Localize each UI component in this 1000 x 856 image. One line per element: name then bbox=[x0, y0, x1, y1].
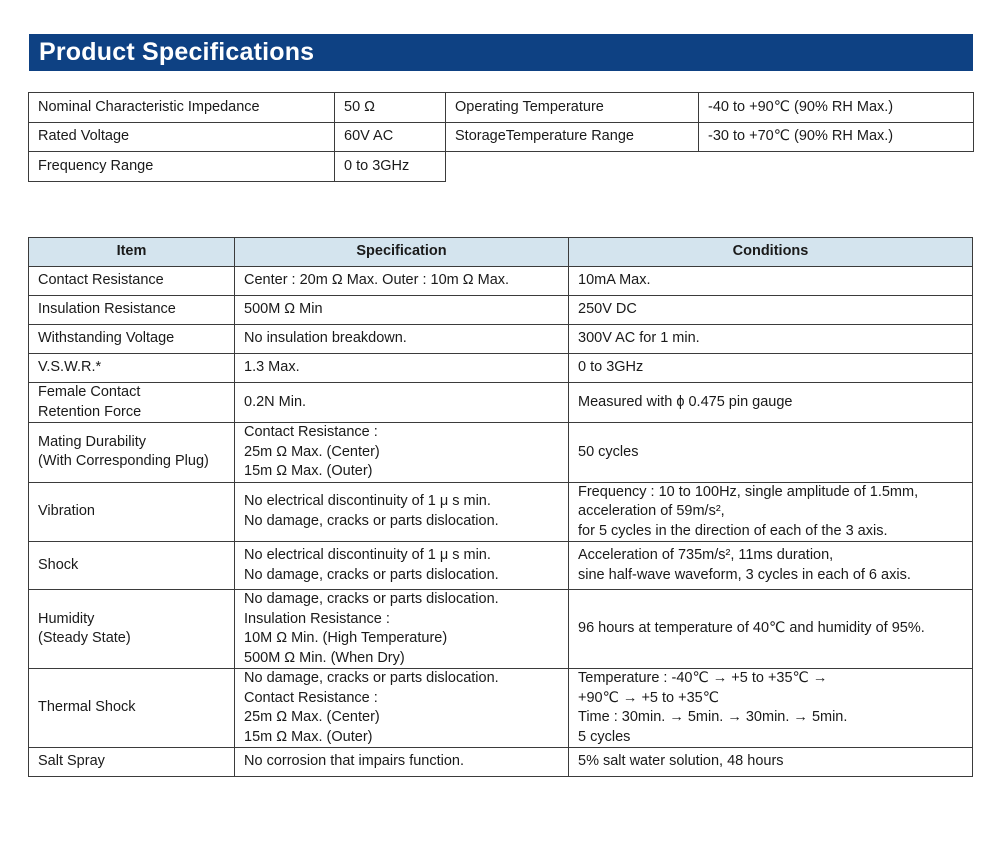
rating-label: Nominal Characteristic Impedance bbox=[29, 93, 335, 123]
conditions-cell bbox=[569, 590, 973, 669]
cell-text: 5 cycles bbox=[578, 728, 631, 745]
cell-text: 0 to 3GHz bbox=[578, 359, 644, 376]
cell-text: sine half-wave waveform, 3 cycles in each of 6 axis. bbox=[578, 566, 911, 583]
cell-text: 96 hours at temperature of 40℃ and humidity of 95%. bbox=[578, 620, 925, 637]
cell-text: 10M Ω Min. (High Temperature) bbox=[244, 630, 448, 646]
cell-text: Insulation Resistance : bbox=[244, 610, 390, 627]
rating-label: StorageTemperature Range bbox=[446, 122, 699, 152]
cell-text: Thermal Shock bbox=[38, 699, 136, 716]
conditions-cell bbox=[569, 354, 973, 383]
cell-text: V.S.W.R.* bbox=[38, 359, 102, 376]
item-cell bbox=[29, 383, 235, 423]
table-row bbox=[29, 93, 974, 123]
cell-text: 25m Ω Max. (Center) bbox=[244, 443, 380, 460]
cell-text: Contact Resistance : bbox=[244, 424, 378, 440]
specification-cell bbox=[235, 542, 569, 590]
table-row bbox=[29, 296, 973, 325]
item-cell bbox=[29, 267, 235, 296]
cell-text: 1.3 Max. bbox=[244, 359, 300, 376]
cell-text: 500M Ω Min. (When Dry) bbox=[244, 649, 405, 666]
item-cell bbox=[29, 590, 235, 669]
cell-text: (With Corresponding Plug) bbox=[38, 453, 209, 470]
table-row bbox=[29, 482, 973, 542]
cell-text: for 5 cycles in the direction of each of the 3 axis. bbox=[578, 522, 888, 539]
table-row bbox=[29, 325, 973, 354]
cell-text: Temperature : -40℃ → +5 to +35℃ → bbox=[578, 670, 828, 686]
cell-text: Contact Resistance : bbox=[244, 689, 378, 706]
rating-value: 0 to 3GHz bbox=[335, 152, 446, 182]
cell-text: No electrical discontinuity of 1 μ s min. bbox=[244, 493, 491, 510]
specification-cell bbox=[235, 590, 569, 669]
cell-text: No damage, cracks or parts dislocation. bbox=[244, 670, 499, 686]
rating-value: -30 to +70℃ (90% RH Max.) bbox=[699, 122, 974, 152]
item-cell bbox=[29, 748, 235, 777]
cell-text: 5% salt water solution, 48 hours bbox=[578, 753, 784, 770]
item-cell bbox=[29, 482, 235, 542]
cell-text: Shock bbox=[38, 556, 79, 573]
cell-text: No damage, cracks or parts dislocation. bbox=[244, 591, 499, 607]
conditions-cell bbox=[569, 423, 973, 483]
specification-cell bbox=[235, 482, 569, 542]
cell-text: No damage, cracks or parts dislocation. bbox=[244, 566, 499, 583]
cell-text: No electrical discontinuity of 1 μ s min. bbox=[244, 547, 491, 563]
item-cell bbox=[29, 354, 235, 383]
page-title: Product Specifications bbox=[39, 38, 315, 66]
cell-text: Acceleration of 735m/s², 11ms duration, bbox=[578, 547, 834, 563]
table-row bbox=[29, 267, 973, 296]
cell-text: 50 cycles bbox=[578, 443, 639, 460]
spec-table bbox=[28, 237, 973, 777]
rating-value: 60V AC bbox=[335, 122, 446, 152]
cell-text: No damage, cracks or parts dislocation. bbox=[244, 512, 499, 529]
cell-text: Contact Resistance bbox=[38, 272, 164, 289]
cell-text: 10mA Max. bbox=[578, 272, 651, 289]
conditions-cell bbox=[569, 542, 973, 590]
cell-text: +90℃ → +5 to +35℃ bbox=[578, 689, 719, 706]
specification-cell bbox=[235, 325, 569, 354]
cell-text: Time : 30min. → 5min. → 30min. → 5min. bbox=[578, 709, 848, 725]
table-row bbox=[29, 354, 973, 383]
column-header-conditions: Conditions bbox=[569, 238, 973, 267]
rating-value: -40 to +90℃ (90% RH Max.) bbox=[699, 93, 974, 123]
specification-cell bbox=[235, 354, 569, 383]
cell-text: No insulation breakdown. bbox=[244, 330, 407, 347]
table-header-row bbox=[29, 238, 973, 267]
cell-text: 0.2N Min. bbox=[244, 393, 307, 410]
rating-label: Frequency Range bbox=[29, 152, 335, 182]
item-cell bbox=[29, 423, 235, 483]
cell-text: Mating Durability bbox=[38, 433, 146, 450]
table-row bbox=[29, 383, 973, 423]
cell-text: 15m Ω Max. (Outer) bbox=[244, 463, 373, 479]
cell-text: Humidity bbox=[38, 610, 95, 627]
conditions-cell bbox=[569, 669, 973, 748]
specification-cell bbox=[235, 423, 569, 483]
specification-cell bbox=[235, 296, 569, 325]
rating-label: Rated Voltage bbox=[29, 122, 335, 152]
empty-cell bbox=[446, 152, 974, 182]
cell-text: Center : 20m Ω Max. Outer : 10m Ω Max. bbox=[244, 272, 510, 289]
specification-cell bbox=[235, 383, 569, 423]
cell-text: (Steady State) bbox=[38, 630, 131, 646]
cell-text: 15m Ω Max. (Outer) bbox=[244, 728, 373, 745]
table-row bbox=[29, 748, 973, 777]
cell-text: Measured with ϕ 0.475 pin gauge bbox=[578, 393, 793, 410]
conditions-cell bbox=[569, 482, 973, 542]
conditions-cell bbox=[569, 748, 973, 777]
rating-value: 50 Ω bbox=[335, 93, 446, 123]
column-header-item: Item bbox=[29, 238, 235, 267]
cell-text: 500M Ω Min bbox=[244, 301, 323, 318]
column-header-specification: Specification bbox=[235, 238, 569, 267]
title-banner bbox=[29, 34, 973, 71]
item-cell bbox=[29, 325, 235, 354]
table-row bbox=[29, 122, 974, 152]
table-row bbox=[29, 590, 973, 669]
item-cell bbox=[29, 669, 235, 748]
cell-text: Withstanding Voltage bbox=[38, 330, 175, 347]
cell-text: Insulation Resistance bbox=[38, 301, 176, 318]
cell-text: Vibration bbox=[38, 503, 95, 519]
specification-cell bbox=[235, 669, 569, 748]
cell-text: No corrosion that impairs function. bbox=[244, 753, 465, 770]
conditions-cell bbox=[569, 325, 973, 354]
cell-text: 250V DC bbox=[578, 301, 637, 318]
conditions-cell bbox=[569, 267, 973, 296]
table-row bbox=[29, 423, 973, 483]
item-cell bbox=[29, 542, 235, 590]
cell-text: acceleration of 59m/s², bbox=[578, 503, 725, 519]
cell-text: Salt Spray bbox=[38, 753, 105, 770]
rating-label: Operating Temperature bbox=[446, 93, 699, 123]
item-cell bbox=[29, 296, 235, 325]
table-row bbox=[29, 152, 974, 182]
table-row bbox=[29, 542, 973, 590]
cell-text: 25m Ω Max. (Center) bbox=[244, 709, 380, 725]
ratings-table bbox=[28, 92, 974, 182]
cell-text: 300V AC for 1 min. bbox=[578, 330, 700, 347]
specification-cell bbox=[235, 748, 569, 777]
cell-text: Female Contact bbox=[38, 384, 141, 400]
specification-cell bbox=[235, 267, 569, 296]
conditions-cell bbox=[569, 296, 973, 325]
table-row bbox=[29, 669, 973, 748]
conditions-cell bbox=[569, 383, 973, 423]
cell-text: Retention Force bbox=[38, 403, 142, 420]
cell-text: Frequency : 10 to 100Hz, single amplitude of 1.5mm, bbox=[578, 483, 919, 500]
